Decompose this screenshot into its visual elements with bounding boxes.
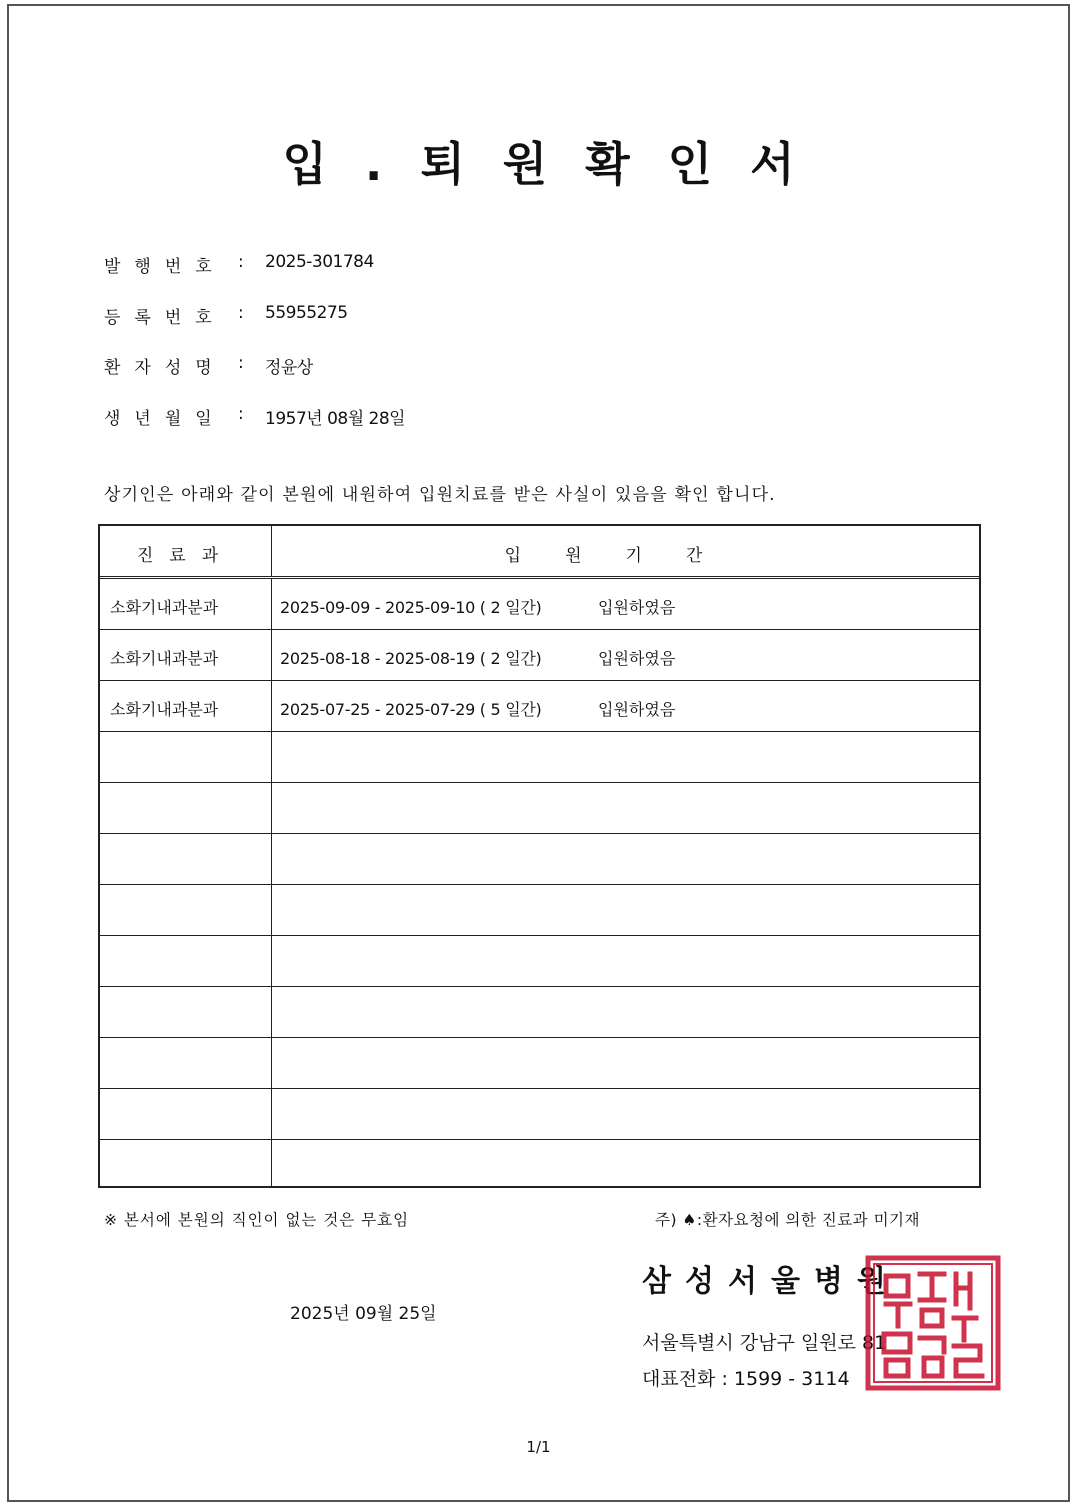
empty-table-row bbox=[100, 1140, 979, 1186]
hospital-name: 삼성서울병원 bbox=[642, 1264, 900, 1299]
row-status: 입원하였음 bbox=[598, 598, 676, 617]
table-header-row bbox=[100, 526, 979, 579]
department-note: 주) ♠:환자요청에 의한 진료과 미기재 bbox=[655, 1211, 920, 1229]
row-status: 입원하였음 bbox=[598, 649, 676, 668]
row-department: 소화기내과분과 bbox=[110, 649, 219, 668]
column-divider bbox=[271, 579, 272, 629]
patient-name-value: 정윤상 bbox=[265, 358, 313, 378]
column-divider bbox=[271, 783, 272, 833]
row-period: 2025-07-25 - 2025-07-29 ( 5 일간) bbox=[280, 700, 542, 719]
issue-number-value: 2025-301784 bbox=[265, 252, 374, 272]
registration-number-sep: : bbox=[238, 303, 244, 323]
table-row bbox=[100, 681, 979, 732]
patient-name-sep: : bbox=[238, 353, 244, 373]
birth-date-value: 1957년 08월 28일 bbox=[265, 409, 406, 429]
column-divider bbox=[271, 885, 272, 935]
column-divider bbox=[271, 681, 272, 731]
header-period: 입원기간 bbox=[504, 546, 747, 566]
page-number: 1/1 bbox=[526, 1438, 551, 1456]
document-title: 입.퇴원확인서 bbox=[282, 137, 833, 191]
column-divider bbox=[271, 834, 272, 884]
empty-table-row bbox=[100, 783, 979, 834]
header-department: 진료과 bbox=[136, 546, 235, 566]
patient-name-label: 환자성명 bbox=[104, 358, 226, 378]
official-seal-icon bbox=[864, 1254, 1002, 1392]
column-divider bbox=[271, 1140, 272, 1186]
column-divider bbox=[271, 630, 272, 680]
empty-table-row bbox=[100, 732, 979, 783]
birth-date-label: 생년월일 bbox=[104, 409, 226, 429]
column-divider bbox=[271, 987, 272, 1037]
issue-number-sep: : bbox=[238, 252, 244, 272]
registration-number-label: 등록번호 bbox=[104, 308, 226, 328]
birth-date-sep: : bbox=[238, 404, 244, 424]
registration-number-value: 55955275 bbox=[265, 303, 348, 323]
empty-table-row bbox=[100, 987, 979, 1038]
issue-number-label: 발행번호 bbox=[104, 257, 226, 277]
row-department: 소화기내과분과 bbox=[110, 598, 219, 617]
column-divider bbox=[271, 1089, 272, 1139]
column-divider bbox=[271, 936, 272, 986]
row-department: 소화기내과분과 bbox=[110, 700, 219, 719]
empty-table-row bbox=[100, 885, 979, 936]
row-period: 2025-08-18 - 2025-08-19 ( 2 일간) bbox=[280, 649, 542, 668]
column-divider bbox=[271, 1038, 272, 1088]
hospital-address: 서울특별시 강남구 일원로 81 bbox=[642, 1332, 887, 1354]
row-period: 2025-09-09 - 2025-09-10 ( 2 일간) bbox=[280, 598, 542, 617]
empty-table-row bbox=[100, 1089, 979, 1140]
table-row bbox=[100, 579, 979, 630]
validity-note: ※ 본서에 본원의 직인이 없는 것은 무효임 bbox=[104, 1211, 410, 1229]
row-status: 입원하였음 bbox=[598, 700, 676, 719]
hospital-phone: 대표전화 : 1599 - 3114 bbox=[642, 1368, 850, 1390]
admission-table bbox=[98, 524, 981, 1188]
empty-table-row bbox=[100, 834, 979, 885]
issue-date: 2025년 09월 25일 bbox=[290, 1304, 437, 1324]
table-row bbox=[100, 630, 979, 681]
confirmation-statement: 상기인은 아래와 같이 본원에 내원하여 입원치료를 받은 사실이 있음을 확인 합니다. bbox=[104, 485, 776, 505]
column-divider bbox=[271, 732, 272, 782]
empty-table-row bbox=[100, 936, 979, 987]
empty-table-row bbox=[100, 1038, 979, 1089]
